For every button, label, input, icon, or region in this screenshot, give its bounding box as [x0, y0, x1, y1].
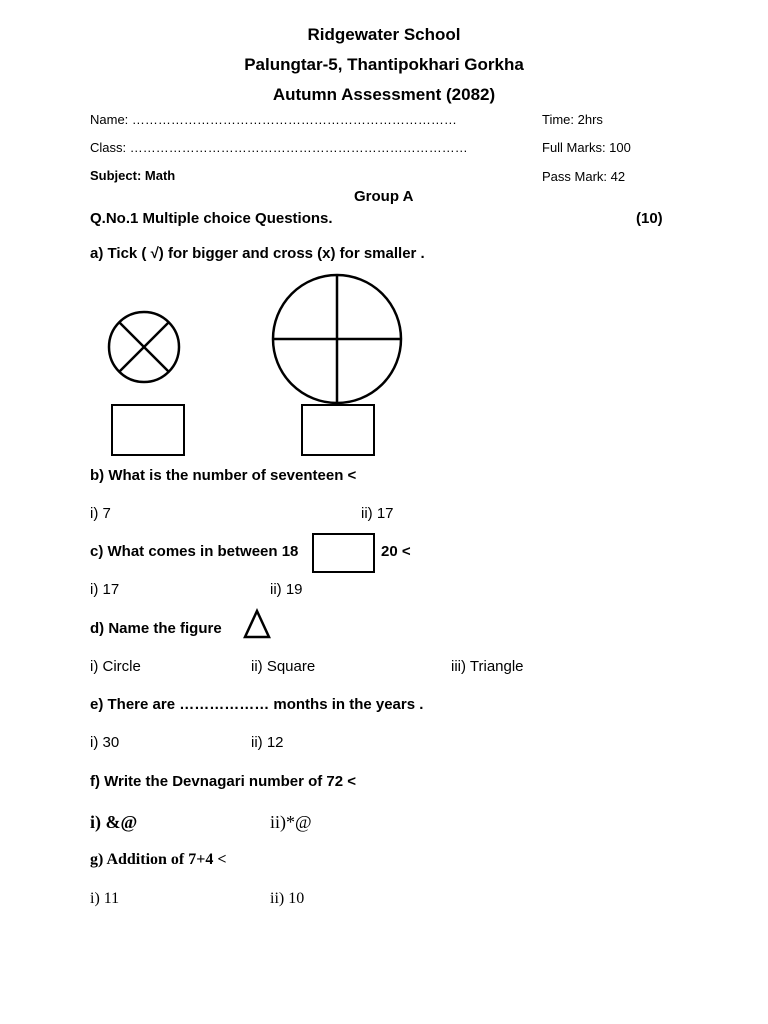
- option-g-i: i) 11: [90, 890, 120, 907]
- question-f: f) Write the Devnagari number of 72 <: [90, 773, 357, 790]
- exam-title: Autumn Assessment (2082): [272, 85, 496, 104]
- option-f-i: i) &@: [90, 812, 138, 832]
- pass-mark-info: Pass Mark: 42: [542, 169, 626, 184]
- answer-box-c[interactable]: [312, 533, 375, 573]
- question-e: e) There are ……………… months in the years .: [90, 696, 424, 713]
- option-d-ii: ii) Square: [251, 658, 316, 675]
- answer-box-small[interactable]: [111, 404, 185, 456]
- question-c-after: 20 <: [381, 543, 411, 560]
- question-b: b) What is the number of seventeen <: [90, 467, 357, 484]
- subject-info: Subject: Math: [90, 168, 176, 183]
- class-field: Class: ……………………………………………………………………: [90, 140, 468, 155]
- option-f-ii: ii)*@: [270, 812, 312, 832]
- q1-marks: (10): [636, 210, 663, 227]
- small-circle-figure: [109, 312, 179, 382]
- question-g: g) Addition of 7+4 <: [90, 851, 227, 868]
- question-d: d) Name the figure: [90, 620, 222, 637]
- answer-box-large[interactable]: [301, 404, 375, 456]
- school-name: Ridgewater School: [307, 25, 461, 44]
- school-address: Palungtar-5, Thantipokhari Gorkha: [244, 55, 524, 74]
- option-b-i: i) 7: [90, 505, 111, 522]
- group-heading: Group A: [354, 188, 414, 205]
- time-info: Time: 2hrs: [542, 112, 603, 127]
- option-c-i: i) 17: [90, 581, 120, 598]
- option-d-i: i) Circle: [90, 658, 141, 675]
- option-e-ii: ii) 12: [251, 734, 284, 751]
- question-c: c) What comes in between 18: [90, 543, 299, 560]
- option-e-i: i) 30: [90, 734, 120, 751]
- figures-a: [0, 0, 768, 470]
- option-d-iii: iii) Triangle: [451, 658, 524, 675]
- q1-title: Q.No.1 Multiple choice Questions.: [90, 210, 333, 227]
- option-c-ii: ii) 19: [270, 581, 303, 598]
- large-circle-figure: [273, 275, 401, 403]
- name-field: Name: …………………………………………………………………: [90, 112, 457, 127]
- triangle-figure: [242, 608, 272, 640]
- question-a: a) Tick ( √) for bigger and cross (x) for smaller .: [90, 245, 425, 262]
- full-marks-info: Full Marks: 100: [542, 140, 631, 155]
- option-g-ii: ii) 10: [270, 890, 305, 907]
- option-b-ii: ii) 17: [361, 505, 394, 522]
